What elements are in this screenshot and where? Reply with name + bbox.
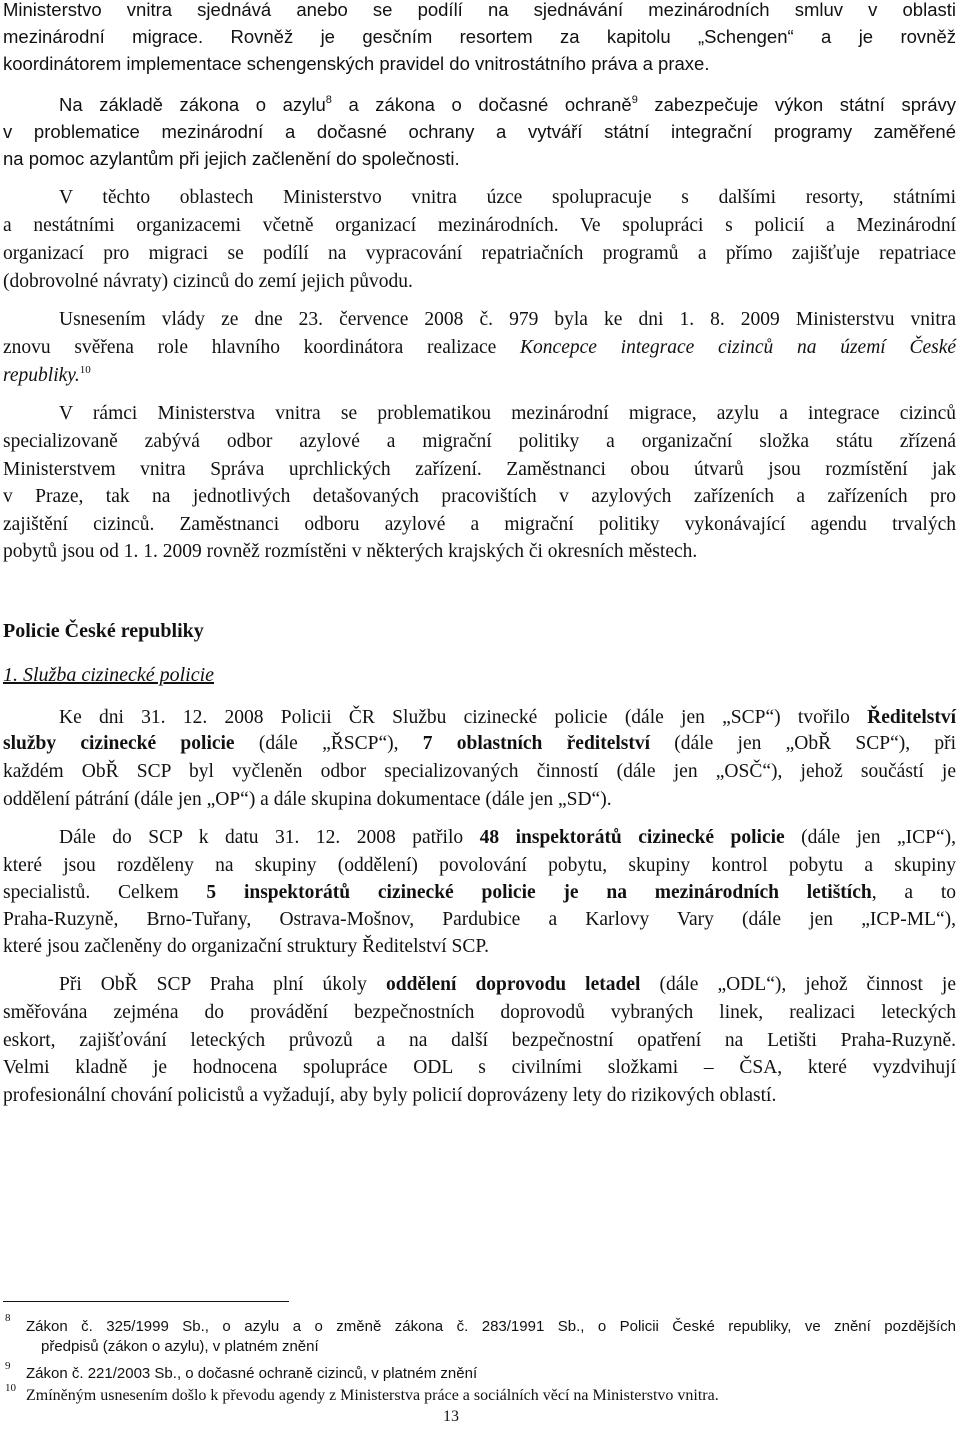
paragraph-2-line-2: v problematice mezinárodní a dočasné ochrany a vytváří státní integrační programy zaměřené (3, 121, 956, 142)
paragraph-6-line-2: služby cizinecké policie (dále „ŘSCP“), 7 oblastních ředitelství (dále jen „ObŘ SCP“), při (3, 733, 957, 754)
paragraph-5-line-5: zajištění cizinců. Zaměstnanci odboru azylové a migrační politiky vykonávající agendu trvalých (3, 514, 956, 535)
footnote-9-text: Zákon č. 221/2003 Sb., o dočasné ochraně cizinců, v platném znění (26, 1365, 478, 1382)
paragraph-1-line-2: mezinárodní migrace. Rovněž je gesčním resortem za kapitolu „Schengen“ a je rovněž (3, 26, 956, 47)
paragraph-8-line-2: směřována zejména do provádění bezpečnostních doprovodů vybraných linek, realizaci leteckých (3, 1002, 956, 1023)
paragraph-7-line-2: které jsou rozděleny na skupiny (oddělení) povolování pobytu, skupiny kontrol pobytu a skupiny (3, 855, 956, 876)
paragraph-7-line-5: které jsou začleněny do organizační struktury Ředitelství SCP. (3, 936, 489, 957)
footnote-separator (3, 1301, 289, 1302)
paragraph-1-line-1: Ministerstvo vnitra sjednává anebo se podílí na sjednávání mezinárodních smluv v oblasti (3, 0, 956, 20)
paragraph-6-line-4: oddělení pátrání (dále jen „OP“) a dále skupina dokumentace (dále jen „SD“). (3, 789, 612, 810)
footnote-ref-8: 8 (325, 94, 332, 106)
paragraph-7-line-3: specialistů. Celkem 5 inspektorátů cizinecké policie je na mezinárodních letištích, a to (3, 882, 956, 903)
paragraph-2-line-3: na pomoc azylantům při jejich začlenění do společnosti. (3, 148, 460, 169)
paragraph-3-line-3: organizací pro migraci se podílí na vypracování repatriačních programů a přímo zajišťuje repatriace (3, 243, 956, 264)
paragraph-7-line-1: Dále do SCP k datu 31. 12. 2008 patřilo 48 inspektorátů cizinecké policie (dále jen „ICP“), (59, 827, 956, 848)
paragraph-5-line-2: specializovaně zabývá odbor azylové a migrační politiky a organizační složka státu zřízená (3, 431, 956, 452)
paragraph-4-line-1: Usnesením vlády ze dne 23. července 2008 č. 979 byla ke dni 1. 8. 2009 Ministerstvu vnitra (59, 309, 956, 330)
paragraph-8-line-1: Při ObŘ SCP Praha plní úkoly oddělení doprovodu letadel (dále „ODL“), jehož činnost je (59, 974, 956, 995)
paragraph-5-line-3: Ministerstvem vnitra Správa uprchlických zařízení. Zaměstnanci obou útvarů jsou rozmístění jak (3, 459, 956, 480)
document-title-italic: Koncepce integrace cizinců na území České (520, 337, 957, 358)
paragraph-7-line-4: Praha-Ruzyně, Brno-Tuřany, Ostrava-Mošnov, Pardubice a Karlovy Vary (dále jen „ICP-ML“), (3, 909, 956, 930)
footnote-ref-10: 10 (79, 364, 91, 376)
footnote-8-line-2: předpisů (zákon o azylu), v platném znění (41, 1338, 319, 1355)
footnote-number-9: 9 (5, 1360, 11, 1372)
paragraph-6-line-3: každém ObŘ SCP byl vyčleněn odbor specializovaných činností (dále jen „OSČ“), jehož součástí je (3, 761, 956, 782)
paragraph-2-line-1: Na základě zákona o azylu$^8$ a zákona o dočasné ochraně$^9$ zabezpečuje výkon státní správy (59, 94, 956, 115)
paragraph-8-line-4: Velmi kladně je hodnocena spolupráce ODL s civilními složkami – ČSA, které vyzdvihují (3, 1057, 956, 1078)
footnote-number-10: 10 (5, 1382, 16, 1394)
paragraph-5-line-1: V rámci Ministerstva vnitra se problematikou mezinárodní migrace, azylu a integrace cizinců (59, 403, 956, 424)
paragraph-5-line-4: v Praze, tak na jednotlivých detašovaných pracovištích v azylových zařízeních a zařízeních pro (3, 486, 956, 507)
paragraph-5-line-6: pobytů jsou od 1. 1. 2009 rovněž rozmístěni v některých krajských či okresních městech. (3, 541, 698, 562)
section-heading: Policie České republiky (3, 620, 204, 642)
footnote-number-8: 8 (5, 1312, 11, 1324)
paragraph-8-line-3: eskort, zajišťování leteckých průvozů a na další bezpečnostní opatření na Letišti Praha-Ruzyně. (3, 1030, 956, 1051)
paragraph-4-line-2: znovu svěřena role hlavního koordinátora realizace Koncepce integrace cizinců na území České (3, 337, 957, 358)
footnote-ref-9: 9 (631, 94, 638, 106)
footnote-8-line-1: Zákon č. 325/1999 Sb., o azylu a o změně zákona č. 283/1991 Sb., o Policii České republiky, ve znění pozdějších (26, 1318, 956, 1335)
paragraph-8-line-5: profesionální chování policistů a vyžadují, aby byly policií doprovázeny lety do rizikových oblastí. (3, 1085, 777, 1106)
footnote-10-text: Zmíněným usnesením došlo k převodu agendy z Ministerstva práce a sociálních věcí na Ministerstvo vnitra. (26, 1387, 719, 1404)
paragraph-6-line-1: Ke dni 31. 12. 2008 Policii ČR Službu cizinecké policie (dále jen „SCP“) tvořilo Ředitelství (59, 707, 956, 728)
paragraph-3-line-2: a nestátními organizacemi včetně organizací mezinárodních. Ve spolupráci s policií a Mezinárodní (3, 215, 956, 236)
paragraph-4-line-3: republiky.$^{10}$ (3, 364, 91, 386)
paragraph-3-line-4: (dobrovolné návraty) cizinců do zemí jejich původu. (3, 271, 413, 292)
subsection-heading: 1. Služba cizinecké policie (3, 664, 215, 686)
paragraph-1-line-3: koordinátorem implementace schengenských pravidel do vnitrostátního práva a praxe. (3, 53, 710, 74)
page-number: 13 (443, 1408, 459, 1425)
paragraph-3-line-1: V těchto oblastech Ministerstvo vnitra úzce spolupracuje s dalšími resorty, státními (59, 187, 956, 208)
